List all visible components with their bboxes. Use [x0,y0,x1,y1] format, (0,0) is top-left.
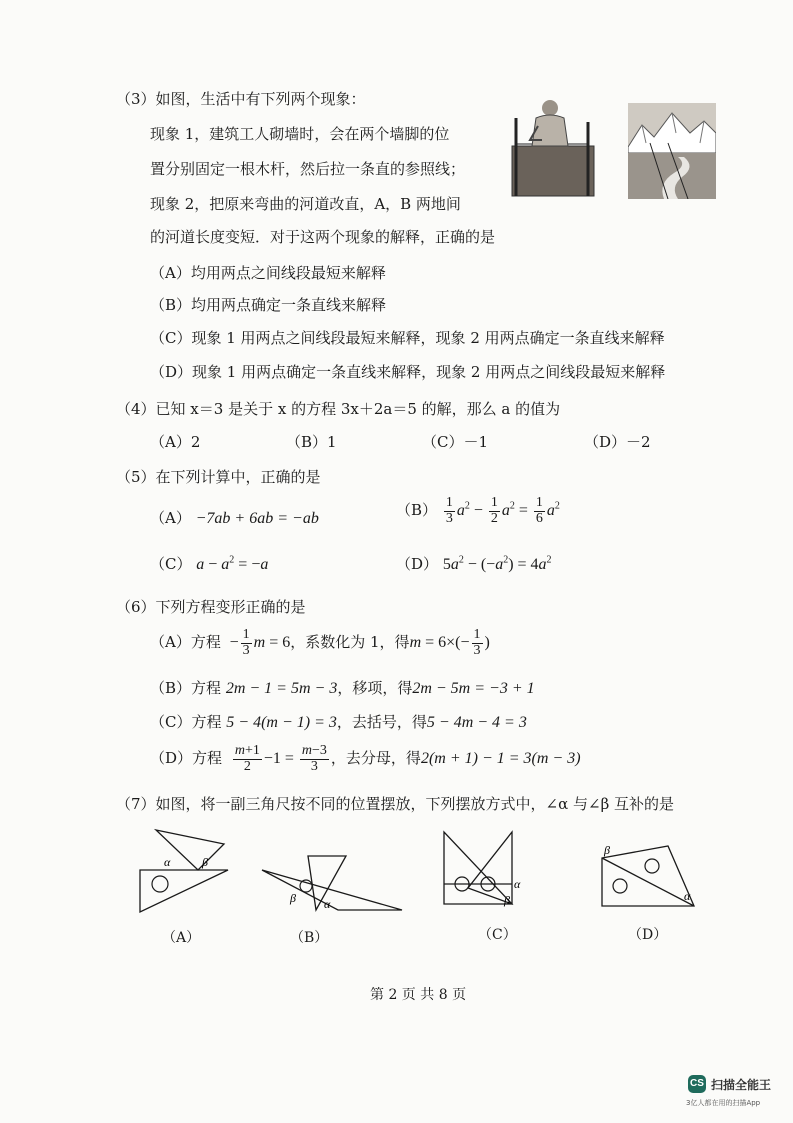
q6-option-c-result: 5 − 4m − 4 = 3 [426,714,527,731]
q5-option-a [150,507,319,528]
q3-option-d: （D）现象 1 用两点确定一条直线来解释，现象 2 用两点之间线段最短来解释 [150,363,666,381]
q4-option-c: （C）－1 [422,433,489,451]
q4-stem: （4）已知 x＝3 是关于 x 的方程 3x＋2a＝5 的解，那么 a 的值为 [116,400,561,418]
figure-a-beta: β [202,855,208,869]
q6-option-a: （A）方程 − $\frac{1}{3}$ m = 6，系数化为 1，得m = 6×(− $\frac{1}{3}$ ) [150,627,490,658]
q5-option-d-label: （D） [396,555,439,573]
q6-option-b [150,677,535,698]
figure-a-caption: （A） [162,930,201,946]
figure-c-caption: （C） [478,927,517,943]
q3-line3: 现象 2，把原来弯曲的河道改直，A，B 两地间 [150,195,461,213]
q5-option-a-expr: −7ab + 6ab = −ab [195,510,319,527]
scanner-subtitle: 3亿人都在用的扫描App [686,1099,761,1107]
q5-option-b: （B） $\frac{1}{3}$ $a^2$ − $\frac{1}{2}$ $a^2$ = $\frac{1}{6}$ $a^2$ [396,495,560,526]
figure-b-caption: （B） [290,930,329,946]
q6-option-d-label: （D）方程 [150,748,223,767]
q6-option-a-label: （A）方程 [150,632,221,651]
q6-option-c-eq: 5 − 4(m − 1) = 3 [226,714,337,731]
scanner-title: 扫描全能王 [711,1077,772,1092]
q5-option-b-label: （B） [396,500,438,519]
figure-b [260,854,406,914]
figure-c [440,828,540,908]
q4-option-b: （B）1 [286,433,337,451]
q5-option-a-label: （A） [150,509,191,527]
scanner-logo-icon: CS [688,1075,706,1093]
scanner-watermark [688,1075,771,1093]
figure-c-alpha: α [514,877,521,891]
q5-option-c-label: （C） [150,555,192,573]
q6-option-b-result: 2m − 5m = −3 + 1 [412,680,535,697]
q7-stem: （7）如图，将一副三角尺按不同的位置摆放，下列摆放方式中，∠α 与∠β 互补的是 [116,795,675,813]
page-footer: 第 2 页 共 8 页 [370,987,467,1003]
wall-worker-image [508,96,598,200]
q6-option-b-eq: 2m − 1 = 5m − 3 [225,680,338,697]
q6-option-c-mid: ，去括号，得 [336,713,427,731]
figure-b-alpha: α [324,897,331,911]
q6-stem: （6）下列方程变形正确的是 [116,598,306,616]
q3-option-c: （C）现象 1 用两点之间线段最短来解释，现象 2 用两点确定一条直线来解释 [150,329,665,347]
q6-option-d-mid: ，去分母，得 [330,748,421,767]
q3-line1: 现象 1，建筑工人砌墙时，会在两个墙脚的位 [150,125,450,143]
figure-d-alpha: α [684,889,691,903]
river-landscape-image [628,103,716,199]
q6-option-d: （D）方程 $\frac{m+1}{2}$ −1 = $\frac{m-3}{3}$ ，去分母，得2(m + 1) − 1 = 3(m − 3) [150,743,581,774]
q6-option-b-label: （B）方程 [150,679,222,697]
figure-d-beta: β [604,843,610,857]
q3-option-b: （B）均用两点确定一条直线来解释 [150,296,387,314]
q3-stem: （3）如图，生活中有下列两个现象： [116,90,366,108]
figure-d [598,838,702,912]
figure-c-beta: β [504,893,510,907]
figure-a [136,826,230,916]
q3-option-a: （A）均用两点之间线段最短来解释 [150,264,386,282]
q6-option-b-mid: ，移项，得 [337,679,413,697]
figure-b-beta: β [290,891,296,905]
figure-d-caption: （D） [628,927,668,943]
q3-line2: 置分别固定一根木杆，然后拉一条直的参照线； [150,160,466,178]
q3-line4: 的河道长度变短．对于这两个现象的解释，正确的是 [150,228,496,246]
q4-option-a: （A）2 [150,433,201,451]
figure-a-alpha: α [164,855,171,869]
q6-option-d-result: 2(m + 1) − 1 = 3(m − 3) [420,749,581,767]
q5-option-d: （D） $5a^2 - (-a^2) = 4a^2$ [396,554,552,573]
q6-option-c [150,711,527,732]
q5-stem: （5）在下列计算中，正确的是 [116,468,321,486]
q4-option-d: （D）－2 [584,433,651,451]
q6-option-a-mid: ，系数化为 1，得 [290,632,410,651]
q6-option-c-label: （C）方程 [150,713,222,731]
q5-option-c: （C） $a - a^2 = -a$ [150,554,269,573]
